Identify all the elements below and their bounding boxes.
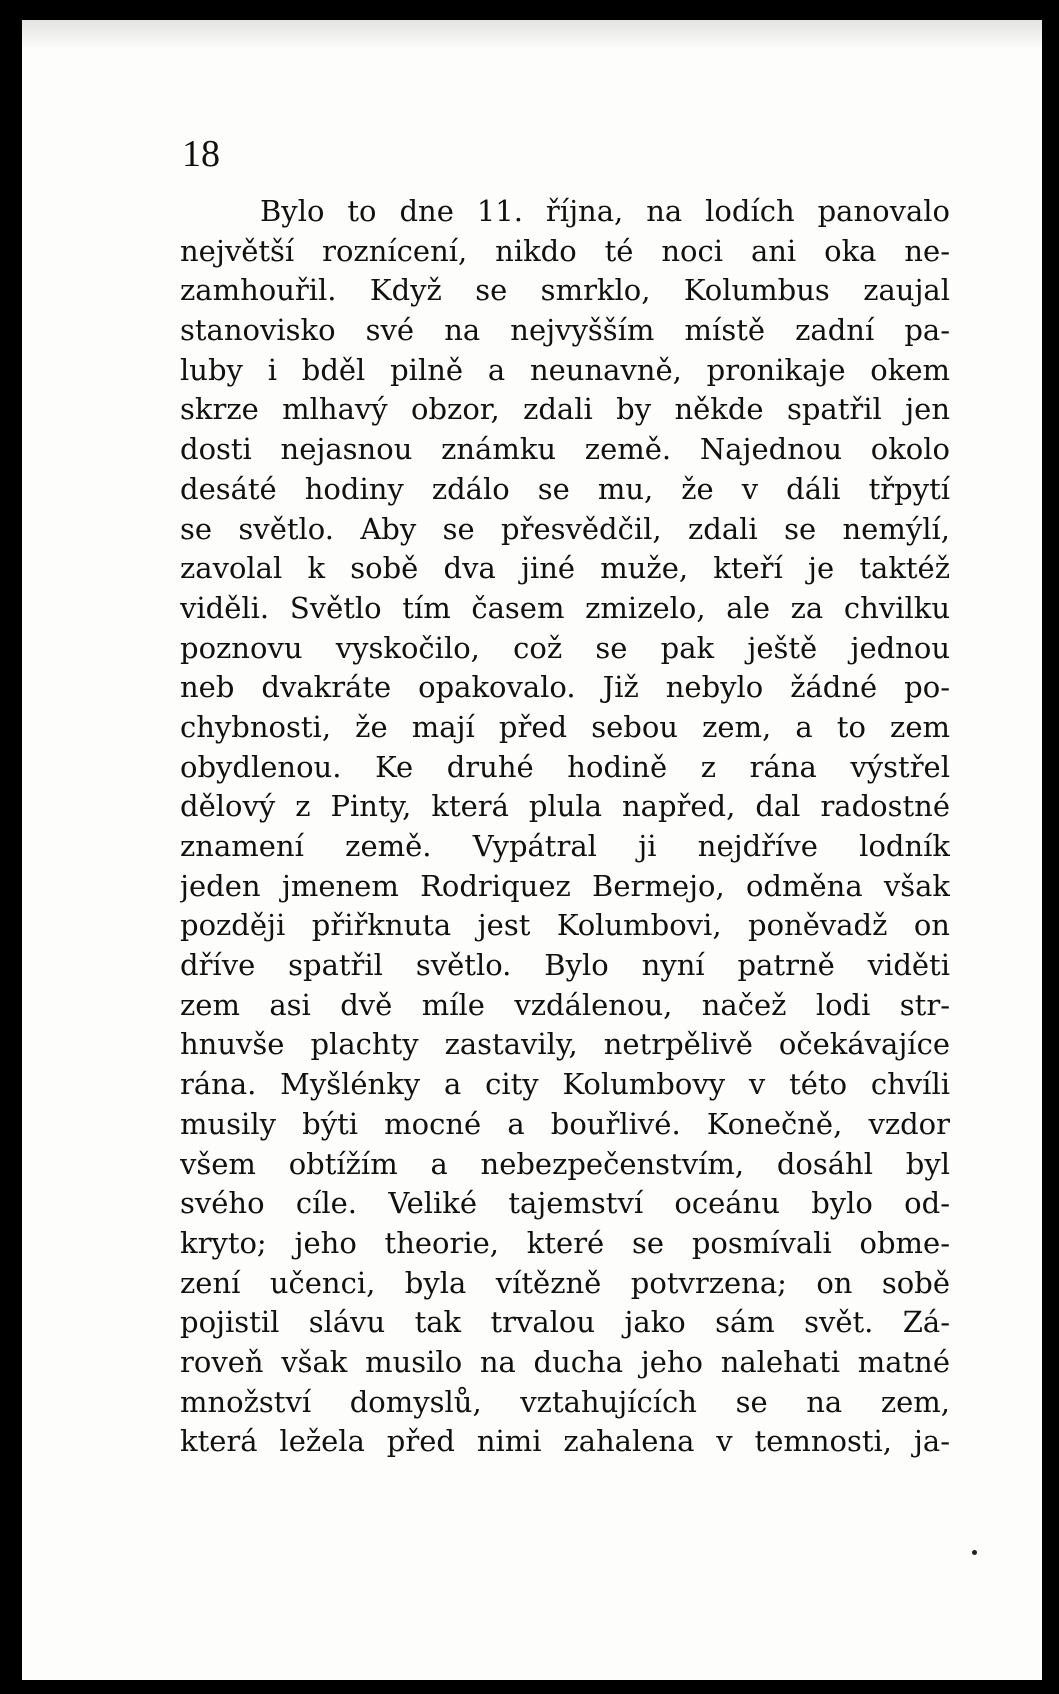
text-line: kryto; jeho theorie, které se posmívali obme-	[180, 1225, 950, 1260]
text-line: množství domyslů, vztahujících se na zem,	[180, 1384, 950, 1419]
text-line: jeden jmenem Rodriquez Bermejo, odměna však	[180, 868, 950, 903]
text-line: svého cíle. Veliké tajemství oceánu bylo od-	[180, 1186, 950, 1221]
text-line: obydlenou. Ke druhé hodině z rána výstřel	[180, 749, 950, 784]
text-line: pojistil slávu tak trvalou jako sám svět. Zá-	[180, 1305, 950, 1340]
text-line: viděli. Světlo tím časem zmizelo, ale za chvilku	[180, 590, 950, 625]
text-line: musily býti mocné a bouřlivé. Konečně, vzdor	[180, 1106, 950, 1141]
text-line: dosti nejasnou známku země. Najednou okolo	[180, 432, 950, 467]
text-line: stanovisko své na nejvyšším místě zadní pa-	[180, 313, 950, 348]
text-line: chybnosti, že mají před sebou zem, a to zem	[180, 709, 950, 744]
text-line: hnuvše plachty zastavily, netrpělivě očekávajíce	[180, 1027, 950, 1062]
text-line: dříve spatřil světlo. Bylo nyní patrně viděti	[180, 948, 950, 983]
page-edge-shadow	[22, 20, 1042, 50]
text-line: znamení země. Vypátral ji nejdříve lodník	[180, 829, 950, 863]
print-speck	[972, 1550, 977, 1555]
text-line: zem asi dvě míle vzdálenou, načež lodi str-	[180, 987, 950, 1022]
text-line: největší roznícení, nikdo té noci ani oka ne-	[180, 233, 950, 268]
text-line: desáté hodiny zdálo se mu, že v dáli třpytí	[180, 471, 950, 506]
body-text	[180, 192, 950, 1462]
text-line: zavolal k sobě dva jiné muže, kteří je taktéž	[180, 551, 950, 586]
text-line: dělový z Pinty, která plula napřed, dal radostné	[180, 789, 950, 824]
text-line: luby i bděl pilně a neunavně, pronikaje okem	[180, 352, 950, 387]
text-line: skrze mlhavý obzor, zdali by někde spatřil jen	[180, 392, 950, 427]
text-line: všem obtížím a nebezpečenstvím, dosáhl byl	[180, 1146, 950, 1181]
text-line: Bylo to dne 11. října, na lodích panovalo	[260, 194, 950, 228]
text-line: poznovu vyskočilo, což se pak ještě jednou	[180, 630, 950, 665]
text-line: rána. Myšlénky a city Kolumbovy v této chvíli	[180, 1067, 950, 1102]
text-line: později přiřknuta jest Kolumbovi, poněvadž on	[180, 908, 950, 943]
text-line: která ležela před nimi zahalena v temnosti, ja-	[180, 1424, 950, 1459]
text-line: roveň však musilo na ducha jeho nalehati matné	[180, 1344, 950, 1379]
text-line: se světlo. Aby se přesvědčil, zdali se nemýlí,	[180, 511, 950, 546]
text-line: neb dvakráte opakovalo. Již nebylo žádné po-	[180, 670, 950, 705]
page-number: 18	[182, 133, 220, 175]
book-page	[22, 20, 1042, 1680]
text-line: zení učenci, byla vítězně potvrzena; on sobě	[180, 1265, 950, 1300]
text-line: zamhouřil. Když se smrklo, Kolumbus zaujal	[180, 273, 950, 308]
